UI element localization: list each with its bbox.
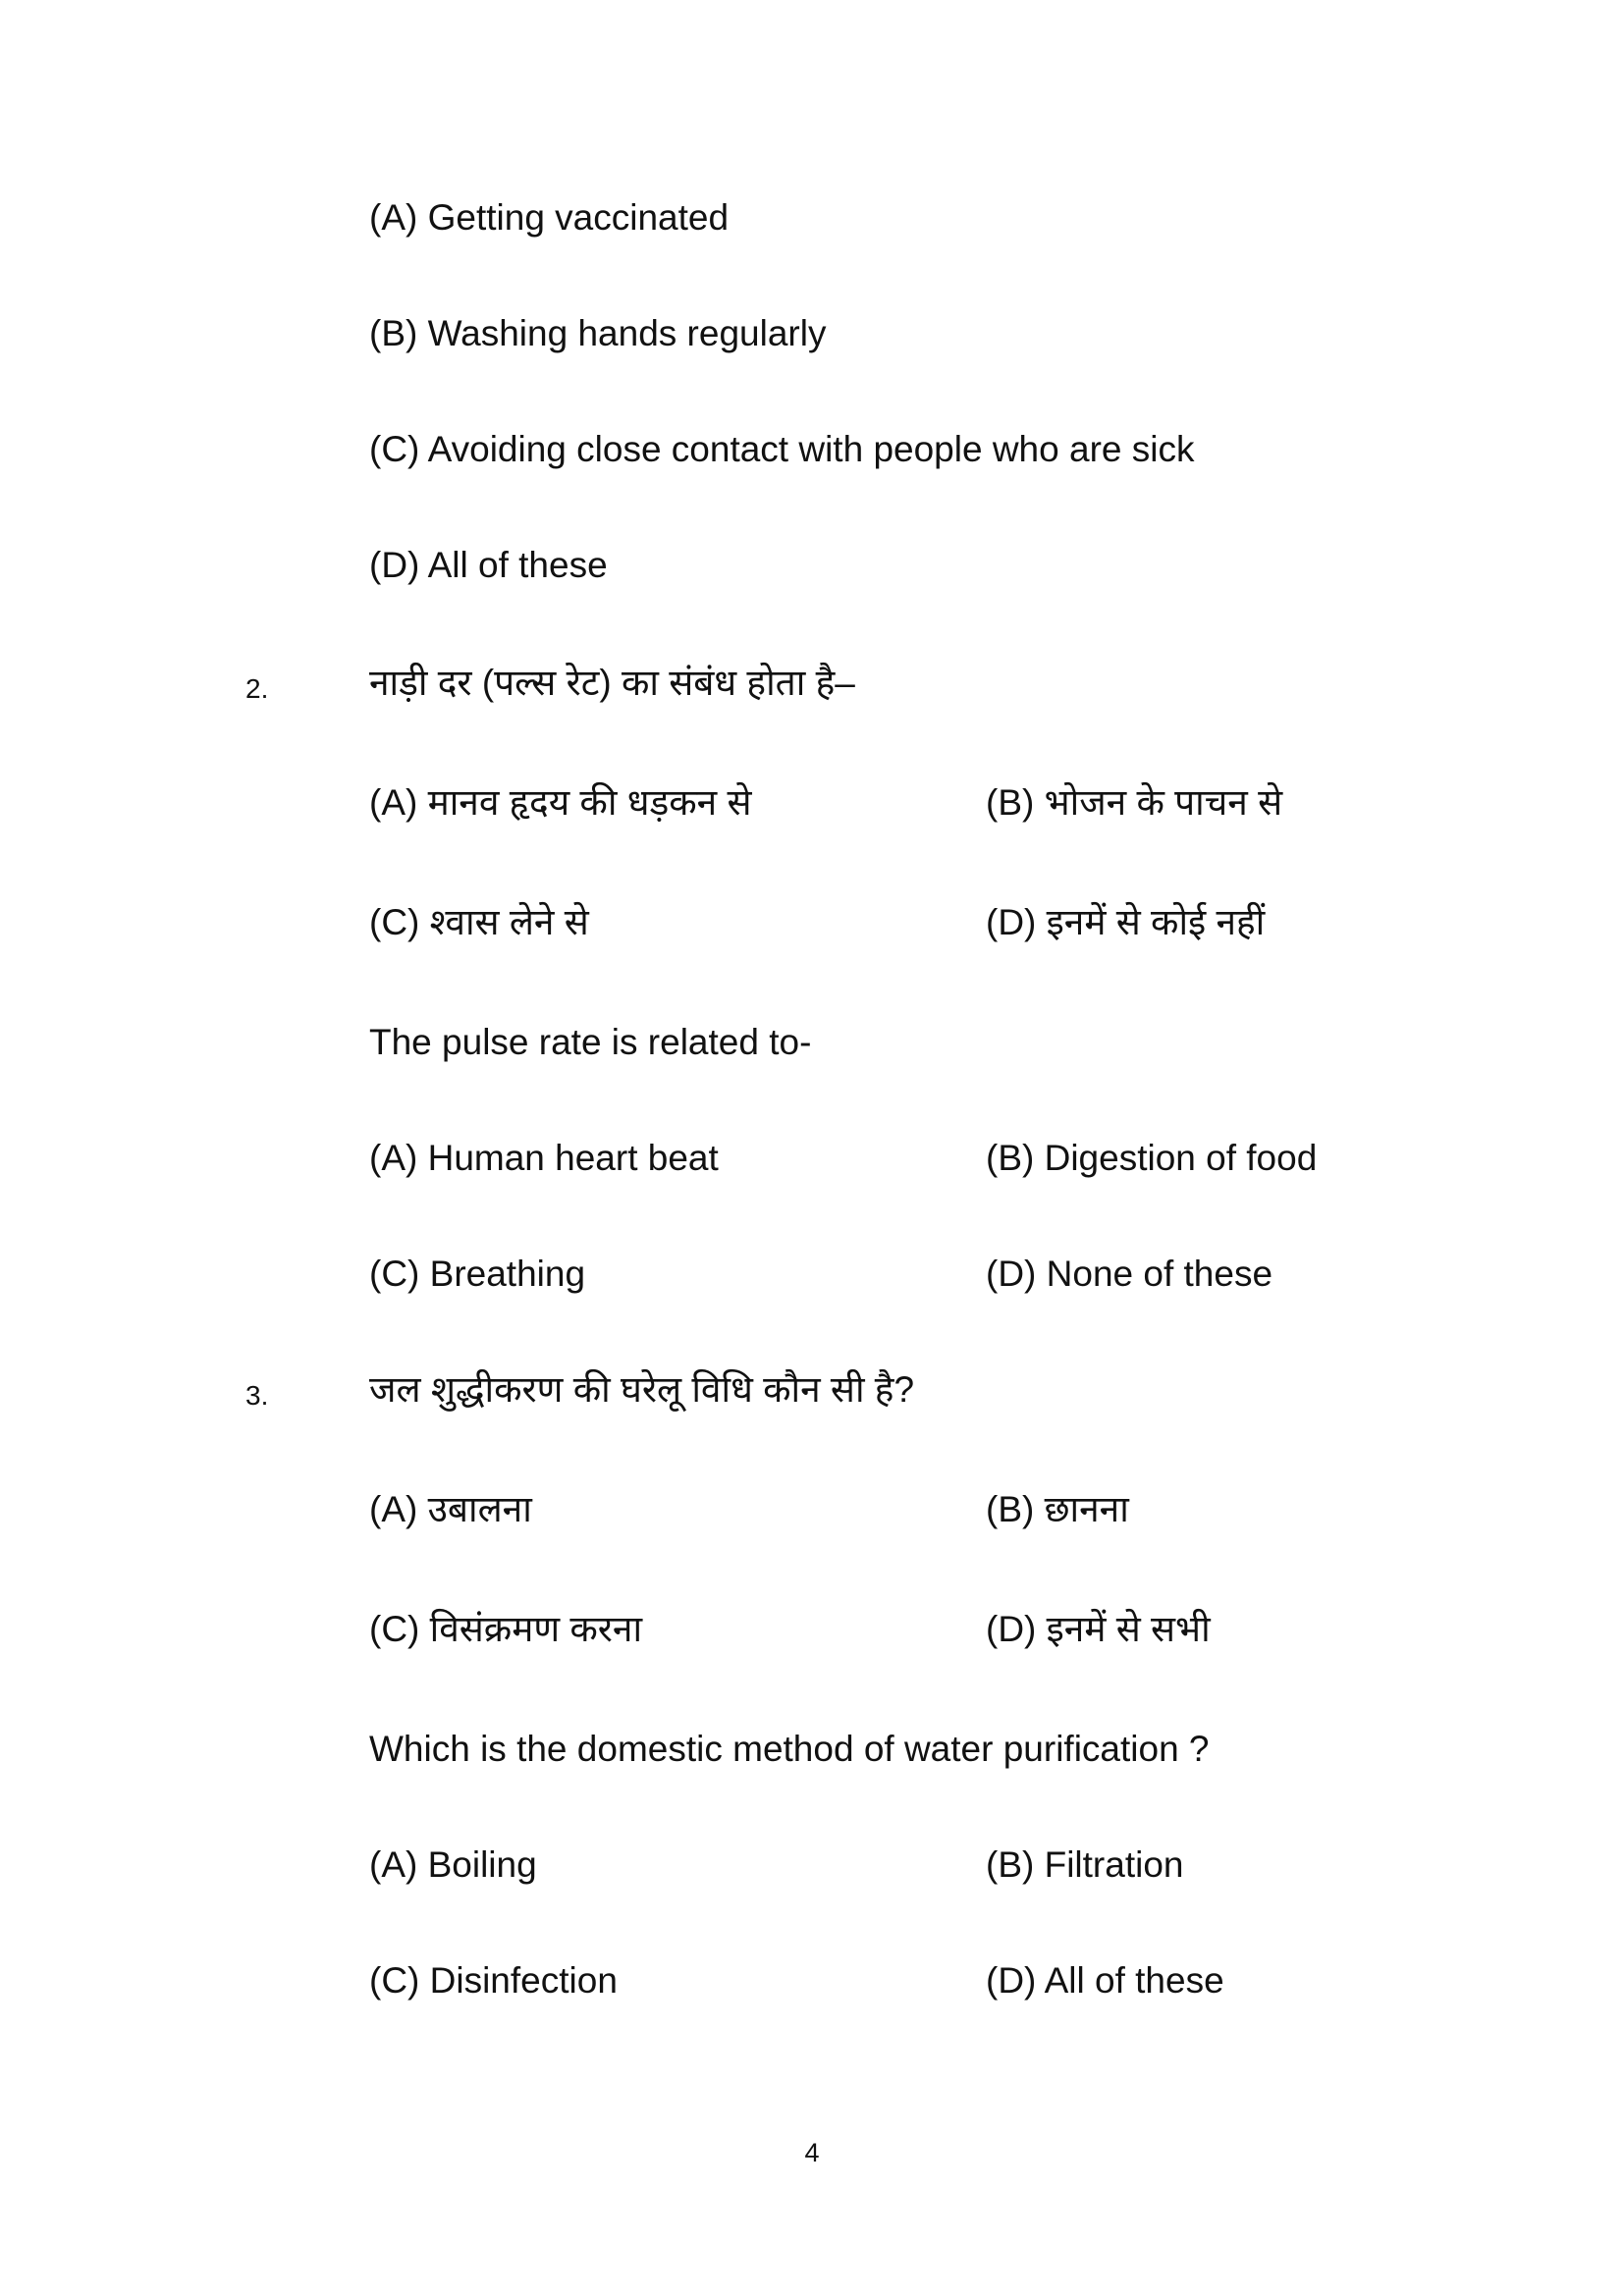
q2-option-b: (B) Digestion of food bbox=[986, 1138, 1318, 1178]
q3-option-b: (B) Filtration bbox=[986, 1844, 1184, 1885]
q3-option-c-hindi: (C) विसंक्रमण करना bbox=[369, 1609, 643, 1649]
page-number: 4 bbox=[804, 2138, 820, 2167]
q3-option-c: (C) Disinfection bbox=[369, 1960, 618, 2001]
q2-number: 2. bbox=[245, 673, 269, 704]
q2-text-hindi: नाड़ी दर (पल्स रेट) का संबंध होता है– bbox=[369, 663, 855, 703]
q3-text-hindi: जल शुद्धीकरण की घरेलू विधि कौन सी है? bbox=[369, 1369, 915, 1410]
q1-option-a: (A) Getting vaccinated bbox=[369, 197, 730, 238]
q1-option-d: (D) All of these bbox=[369, 545, 608, 585]
q3-option-d-hindi: (D) इनमें से सभी bbox=[986, 1609, 1211, 1649]
q3-number: 3. bbox=[245, 1380, 269, 1411]
q3-option-a-hindi: (A) उबालना bbox=[369, 1489, 532, 1529]
q1-option-c: (C) Avoiding close contact with people who are sick bbox=[369, 429, 1195, 469]
q2-option-a: (A) Human heart beat bbox=[369, 1138, 719, 1178]
q2-text-english: The pulse rate is related to- bbox=[369, 1022, 812, 1062]
q2-option-d-hindi: (D) इनमें से कोई नहीं bbox=[986, 902, 1266, 942]
q3-option-a: (A) Boiling bbox=[369, 1844, 537, 1885]
q2-option-d: (D) None of these bbox=[986, 1254, 1273, 1294]
q2-option-c-hindi: (C) श्वास लेने से bbox=[369, 902, 589, 942]
q2-option-c: (C) Breathing bbox=[369, 1254, 586, 1294]
q2-option-a-hindi: (A) मानव हृदय की धड़कन से bbox=[369, 782, 752, 823]
q3-option-b-hindi: (B) छानना bbox=[986, 1489, 1129, 1529]
q2-option-b-hindi: (B) भोजन के पाचन से bbox=[986, 782, 1283, 823]
q1-option-b: (B) Washing hands regularly bbox=[369, 313, 827, 353]
q3-option-d: (D) All of these bbox=[986, 1960, 1224, 2001]
q3-text-english: Which is the domestic method of water purification ? bbox=[369, 1729, 1210, 1769]
